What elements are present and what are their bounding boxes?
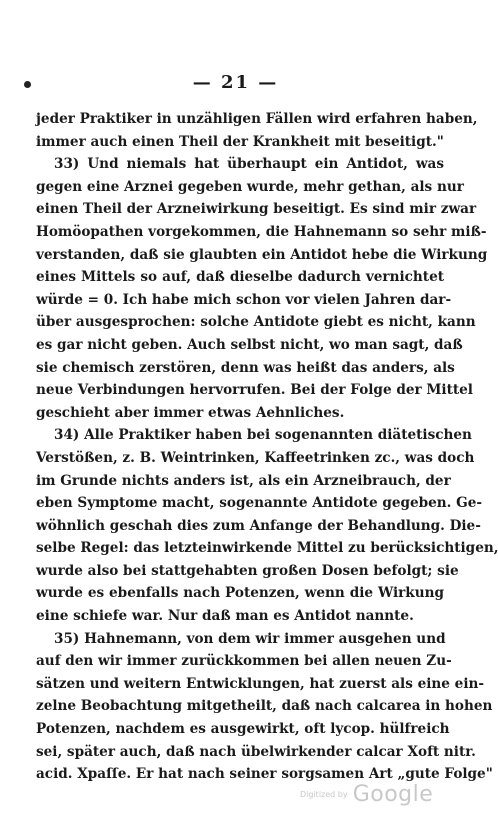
watermark-prefix: Digitized by: [300, 790, 348, 799]
text-line: selbe Regel: das letzteinwirkende Mittel zu berücksichtigen,: [36, 540, 498, 557]
text-line: Homöopathen vorgekommen, die Hahnemann so sehr miß-: [36, 223, 487, 240]
text-line: einen Theil der Arzneiwirkung beseitigt. Es sind mir zwar: [36, 201, 477, 218]
text-line: eben Symptome macht, sogenannte Antidote gegeben. Ge-: [36, 495, 483, 512]
body-text: [36, 108, 498, 786]
text-line: Potenzen, nachdem es ausgewirkt, oft lycop. hülfreich: [36, 721, 450, 738]
text-line: sie chemisch zerstören, denn was heißt das anders, als: [36, 359, 455, 376]
text-line: würde = 0. Ich habe mich schon vor vielen Jahren dar-: [36, 291, 452, 308]
text-line: zelne Beobachtung mitgetheilt, daß nach calcarea in hohen: [36, 698, 493, 715]
text-line: geschieht aber immer etwas Aehnliches.: [36, 404, 345, 421]
text-line: 34) Alle Praktiker haben bei sogenannten diätetischen: [54, 427, 472, 444]
text-line: eine schiefe war. Nur daß man es Antidot nannte.: [36, 608, 414, 625]
text-line: über ausgesprochen: solche Antidote giebt es nicht, kann: [36, 314, 476, 331]
google-logo: Google: [352, 782, 434, 807]
text-line: 33) Und niemals hat überhaupt ein Antidot, was: [54, 156, 444, 173]
text-line: wurde also bei stattgehabten großen Dosen befolgt; sie: [36, 562, 459, 579]
text-line: immer auch einen Theil der Krankheit mit beseitigt.": [36, 133, 444, 150]
text-line: sei, später auch, daß nach übelwirkender calcar Xoft nitr.: [36, 743, 476, 760]
text-line: jeder Praktiker in unzähligen Fällen wird erfahren haben,: [36, 111, 478, 127]
text-line: wurde es ebenfalls nach Potenzen, wenn die Wirkung: [36, 585, 444, 602]
text-line: sätzen und weitern Entwicklungen, hat zuerst als eine ein-: [36, 675, 485, 692]
text-line: neue Verbindungen hervorrufen. Bei der Folge der Mittel: [36, 382, 473, 399]
text-line: wöhnlich geschah dies zum Anfange der Behandlung. Die-: [36, 517, 481, 534]
text-line: es gar nicht geben. Auch selbst nicht, wo man sagt, daß: [36, 336, 463, 353]
text-line: Verstößen, z. B. Weintrinken, Kaffeetrinken zc., was doch: [36, 449, 475, 466]
text-line: 35) Hahnemann, von dem wir immer ausgehen und: [54, 630, 446, 647]
text-line: im Grunde nichts anders ist, als ein Arzneibrauch, der: [36, 472, 451, 489]
text-line: acid. Xpaſſe. Er hat nach seiner sorgsamen Art „gute Folge": [36, 766, 493, 783]
digitized-watermark: [300, 782, 433, 807]
text-line: auf den wir immer zurückkommen bei allen neuen Zu-: [36, 653, 452, 670]
text-line: verstanden, daß sie glaubten ein Antidot hebe die Wirkung: [36, 246, 488, 263]
page-number: — 21 —: [192, 72, 279, 93]
text-line: eines Mittels so auf, daß dieselbe dadurch vernichtet: [36, 269, 444, 286]
text-line: gegen eine Arznei gegeben wurde, mehr gethan, als nur: [36, 178, 464, 195]
